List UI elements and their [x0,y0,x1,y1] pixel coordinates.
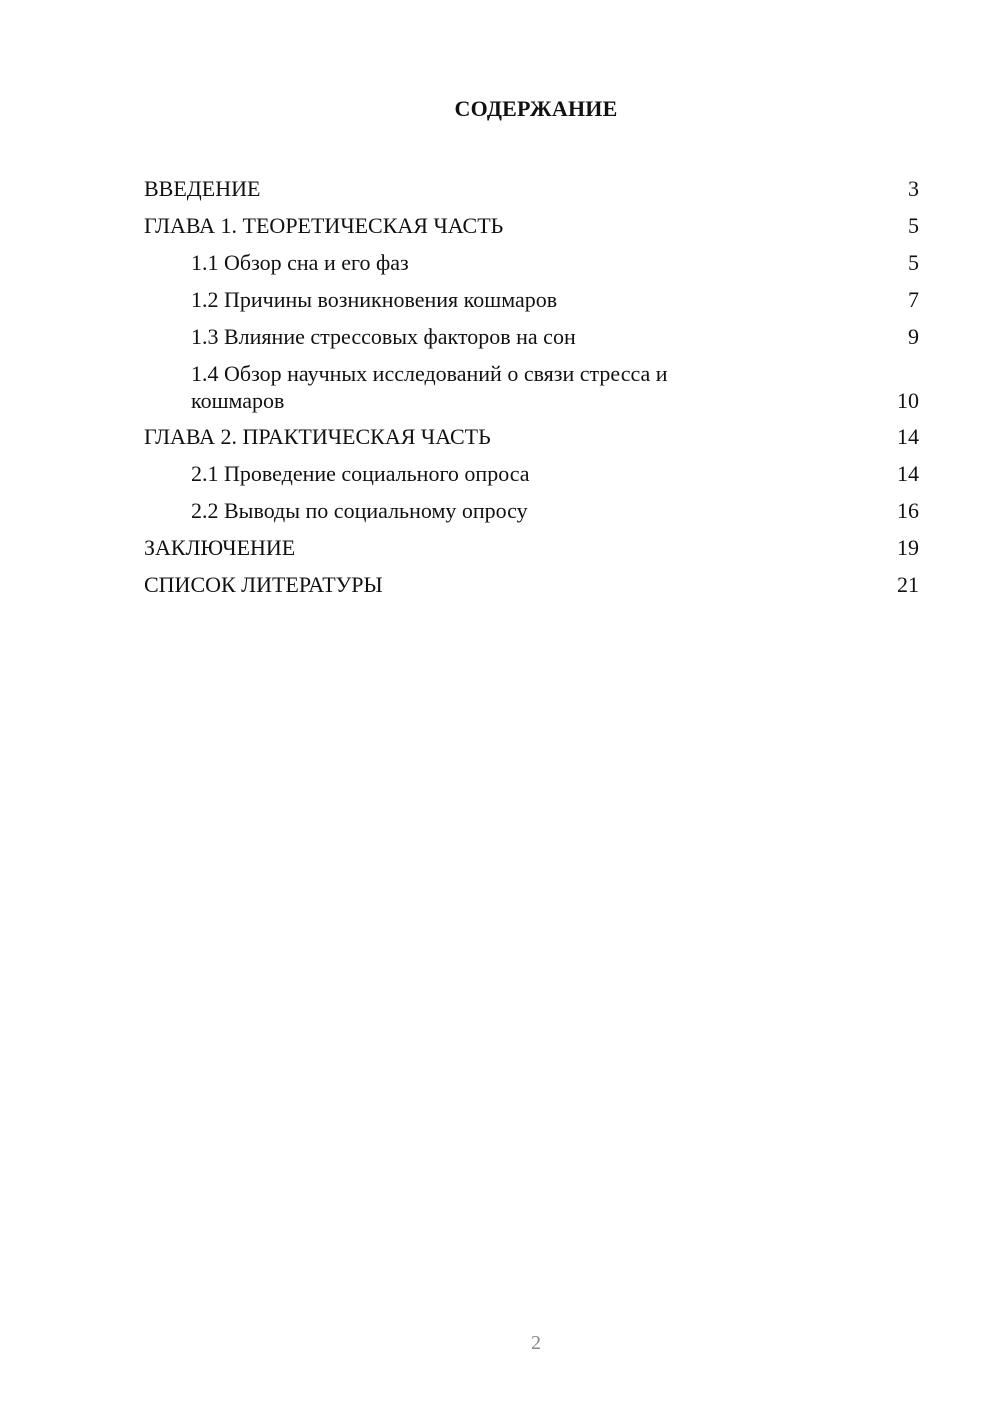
toc-entry-section-2-2[interactable] [144,492,919,529]
toc-entry-page: 21 [897,572,919,597]
page-number: 2 [531,1332,541,1354]
toc-entry-references[interactable] [144,566,919,603]
toc-entry-label: ЗАКЛЮЧЕНИЕ [144,535,296,560]
toc-entry-label: СПИСОК ЛИТЕРАТУРЫ [144,572,383,597]
toc-entry-page: 7 [908,287,919,312]
toc-entry-page: 3 [908,176,919,201]
toc-entry-page: 5 [908,250,919,275]
toc-entry-page: 5 [908,213,919,238]
toc-entry-page: 14 [897,424,919,449]
toc-entry-label: ГЛАВА 1. ТЕОРЕТИЧЕСКАЯ ЧАСТЬ [144,213,504,238]
toc-entry-label: ГЛАВА 2. ПРАКТИЧЕСКАЯ ЧАСТЬ [144,424,491,449]
toc-entry-label: 2.1 Проведение социального опроса [191,461,530,486]
toc-entry-conclusion[interactable] [144,529,919,566]
toc-entry-section-1-2[interactable] [144,281,919,318]
toc-entry-page: 14 [897,461,919,486]
toc-entry-chapter-1[interactable] [144,207,919,244]
toc-entry-introduction[interactable] [144,170,919,207]
toc-entry-page: 10 [897,388,919,413]
toc-entry-label: 1.4 Обзор научных исследований о связи стресса и кошмаров [191,361,668,413]
toc-entry-section-1-3[interactable] [144,318,919,355]
toc-entry-label: ВВЕДЕНИЕ [144,176,261,201]
table-of-contents [144,170,919,603]
toc-entry-label: 1.2 Причины возникновения кошмаров [191,287,558,312]
toc-entry-page: 16 [897,498,919,523]
toc-entry-chapter-2[interactable] [144,418,919,455]
toc-title: СОДЕРЖАНИЕ [454,96,618,121]
toc-entry-label: 2.2 Выводы по социальному опросу [191,498,528,523]
toc-entry-section-1-4[interactable] [144,355,919,418]
toc-entry-section-2-1[interactable] [144,455,919,492]
toc-entry-label: 1.1 Обзор сна и его фаз [191,250,409,275]
toc-entry-section-1-1[interactable] [144,244,919,281]
toc-entry-page: 19 [897,535,919,560]
toc-entry-label: 1.3 Влияние стрессовых факторов на сон [191,324,576,349]
toc-entry-page: 9 [908,324,919,349]
